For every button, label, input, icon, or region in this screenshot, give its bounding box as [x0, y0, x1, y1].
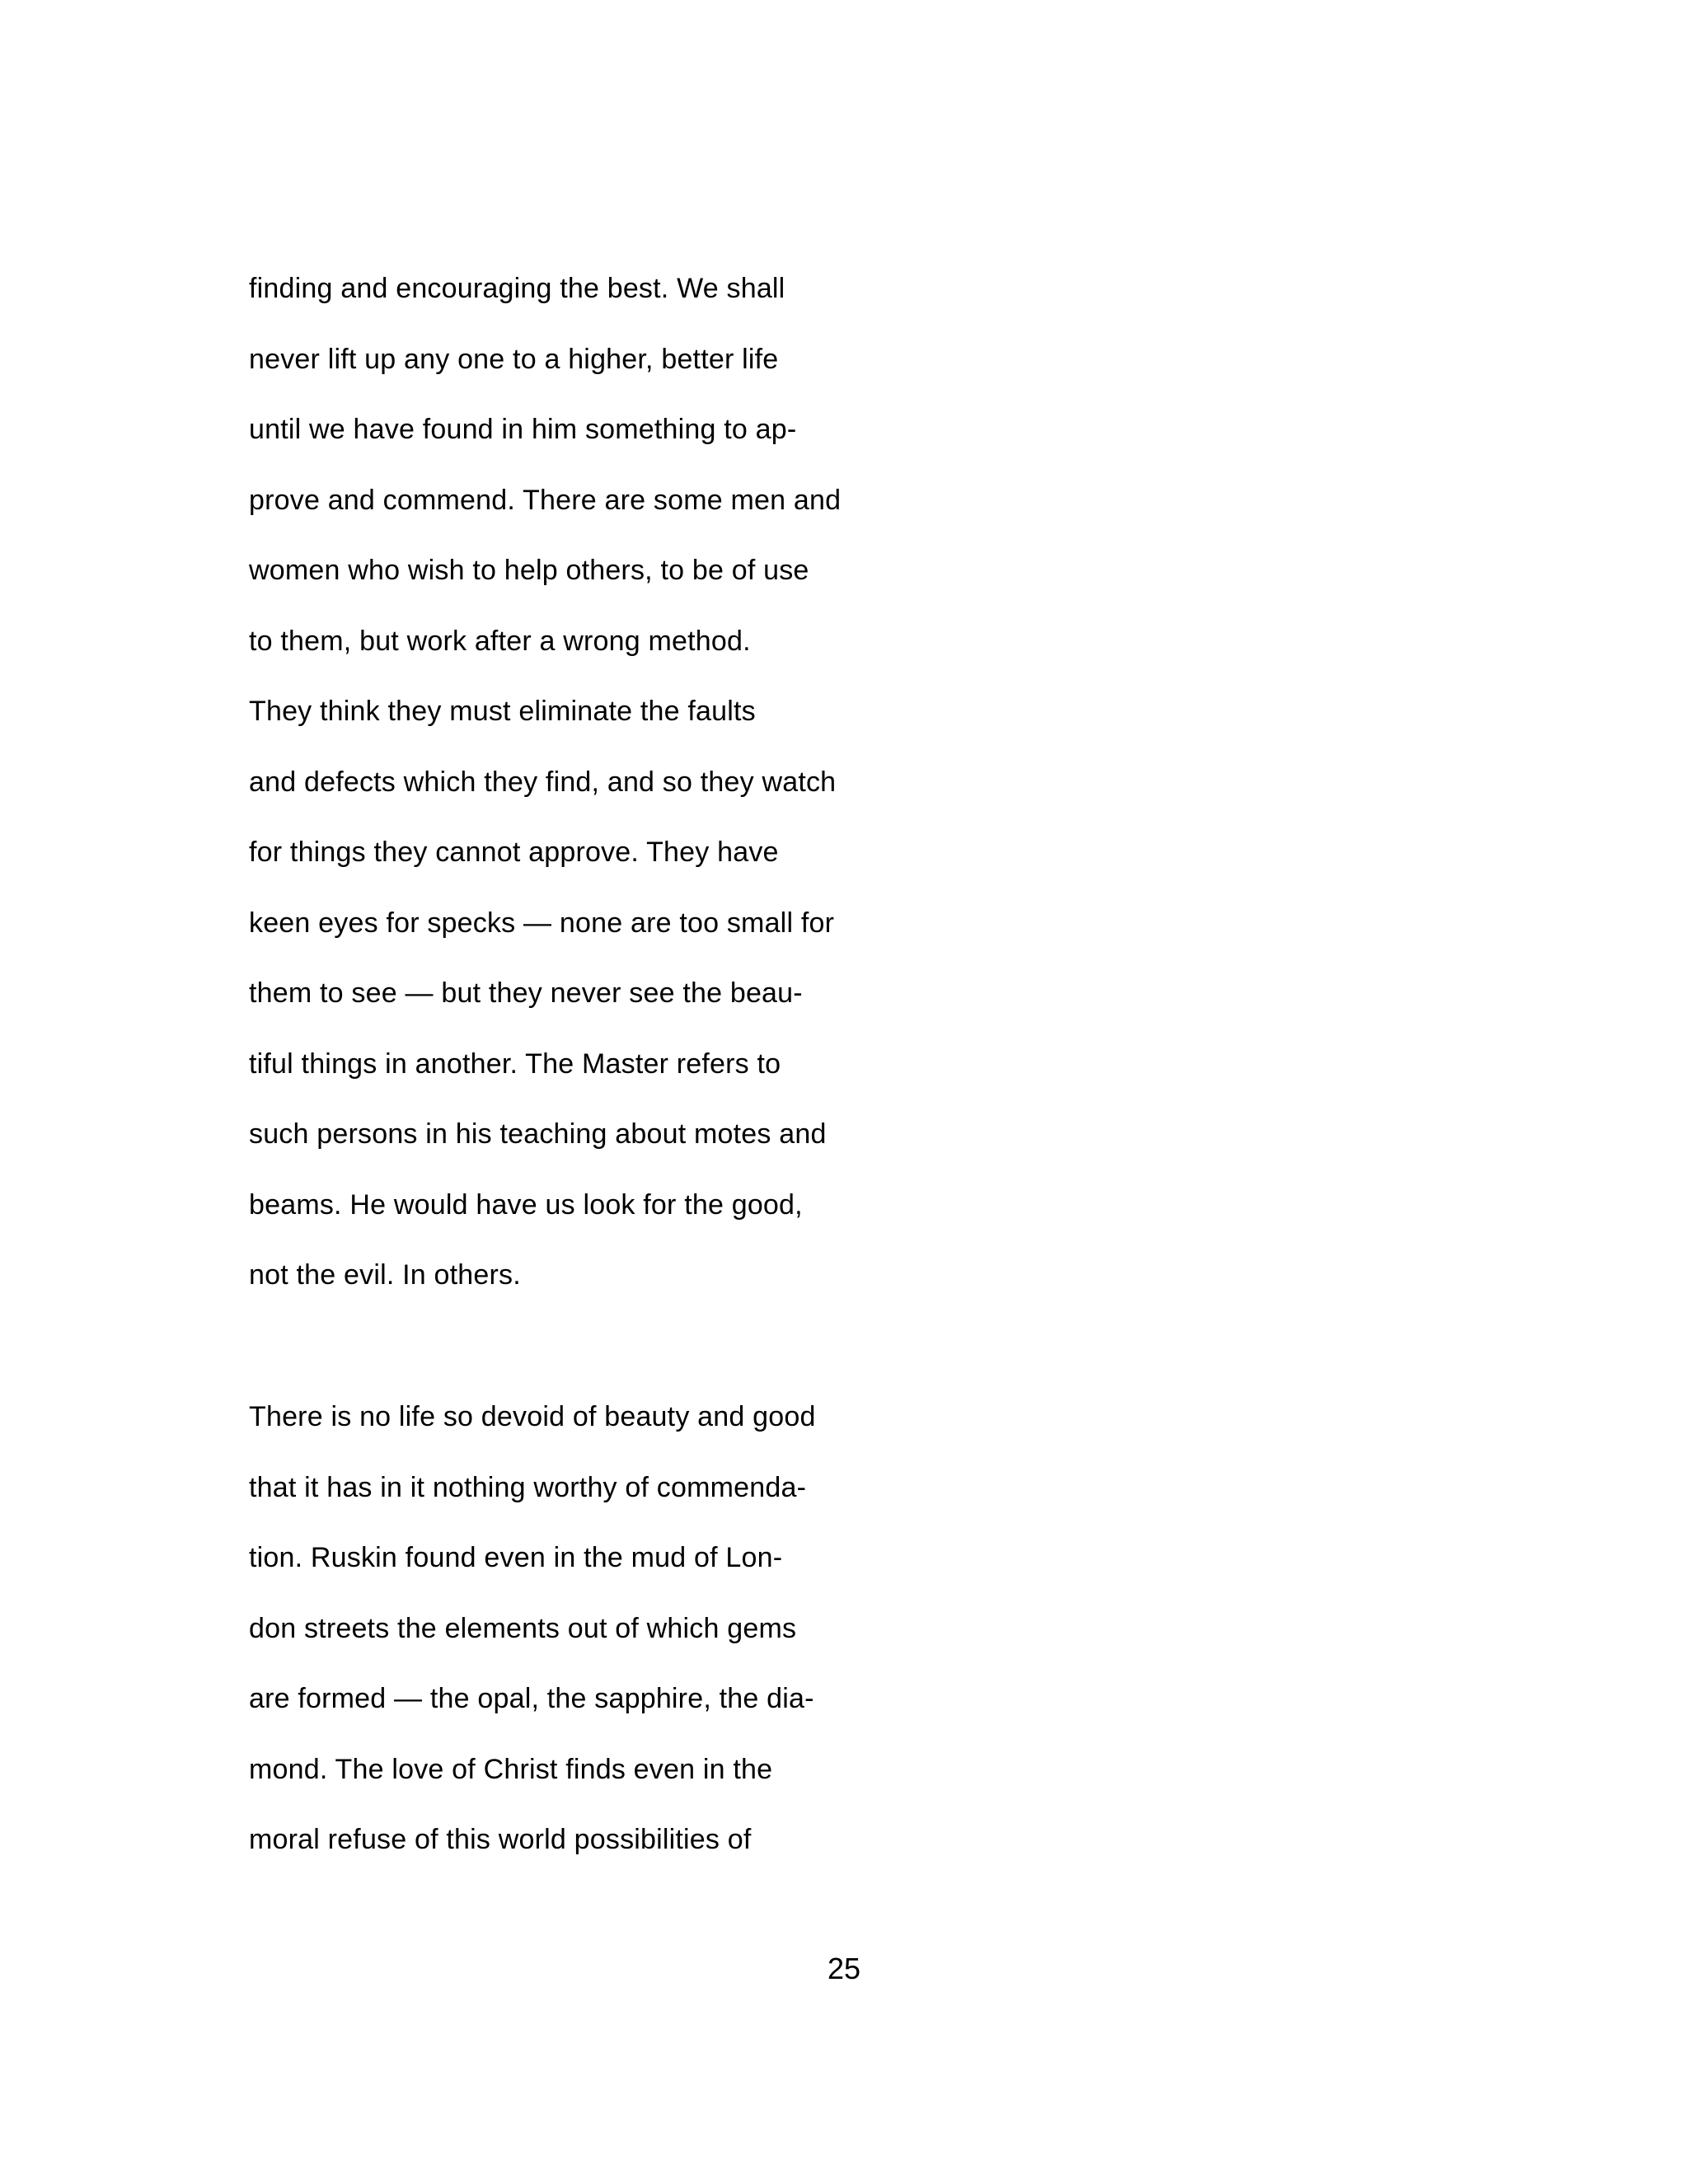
text-line: moral refuse of this world possibilities of	[249, 1824, 752, 1855]
text-line: for things they cannot approve. They have	[249, 837, 779, 868]
text-line: tion. Ruskin found even in the mud of Lon-	[249, 1542, 783, 1573]
text-line: not the evil. In others.	[249, 1259, 521, 1291]
text-line: prove and commend. There are some men and	[249, 484, 842, 516]
text-line: such persons in his teaching about motes and	[249, 1118, 827, 1150]
text-line: until we have found in him something to ap-	[249, 414, 797, 445]
text-line: mond. The love of Christ finds even in the	[249, 1753, 773, 1785]
text-line: women who wish to help others, to be of use	[249, 555, 809, 586]
text-line: them to see — but they never see the beau-	[249, 977, 803, 1009]
text-line: and defects which they find, and so they watch	[249, 766, 837, 798]
text-line: to them, but work after a wrong method.	[249, 625, 751, 657]
text-line: never lift up any one to a higher, better life	[249, 343, 779, 375]
text-line: are formed — the opal, the sapphire, the dia-	[249, 1683, 814, 1714]
paragraph-1	[249, 254, 1156, 1311]
text-line: There is no life so devoid of beauty and good	[249, 1401, 816, 1432]
paragraph-2	[249, 1382, 1156, 1876]
page-number: 25	[827, 1952, 861, 1985]
text-line: finding and encouraging the best. We shall	[249, 273, 785, 304]
text-line: that it has in it nothing worthy of commenda-	[249, 1471, 807, 1503]
text-line: tiful things in another. The Master refers to	[249, 1047, 781, 1080]
text-line: beams. He would have us look for the good,	[249, 1188, 803, 1221]
text-line: keen eyes for specks — none are too small for	[249, 907, 835, 939]
text-line: They think they must eliminate the faults	[249, 696, 756, 727]
text-line: don streets the elements out of which gems	[249, 1612, 797, 1644]
